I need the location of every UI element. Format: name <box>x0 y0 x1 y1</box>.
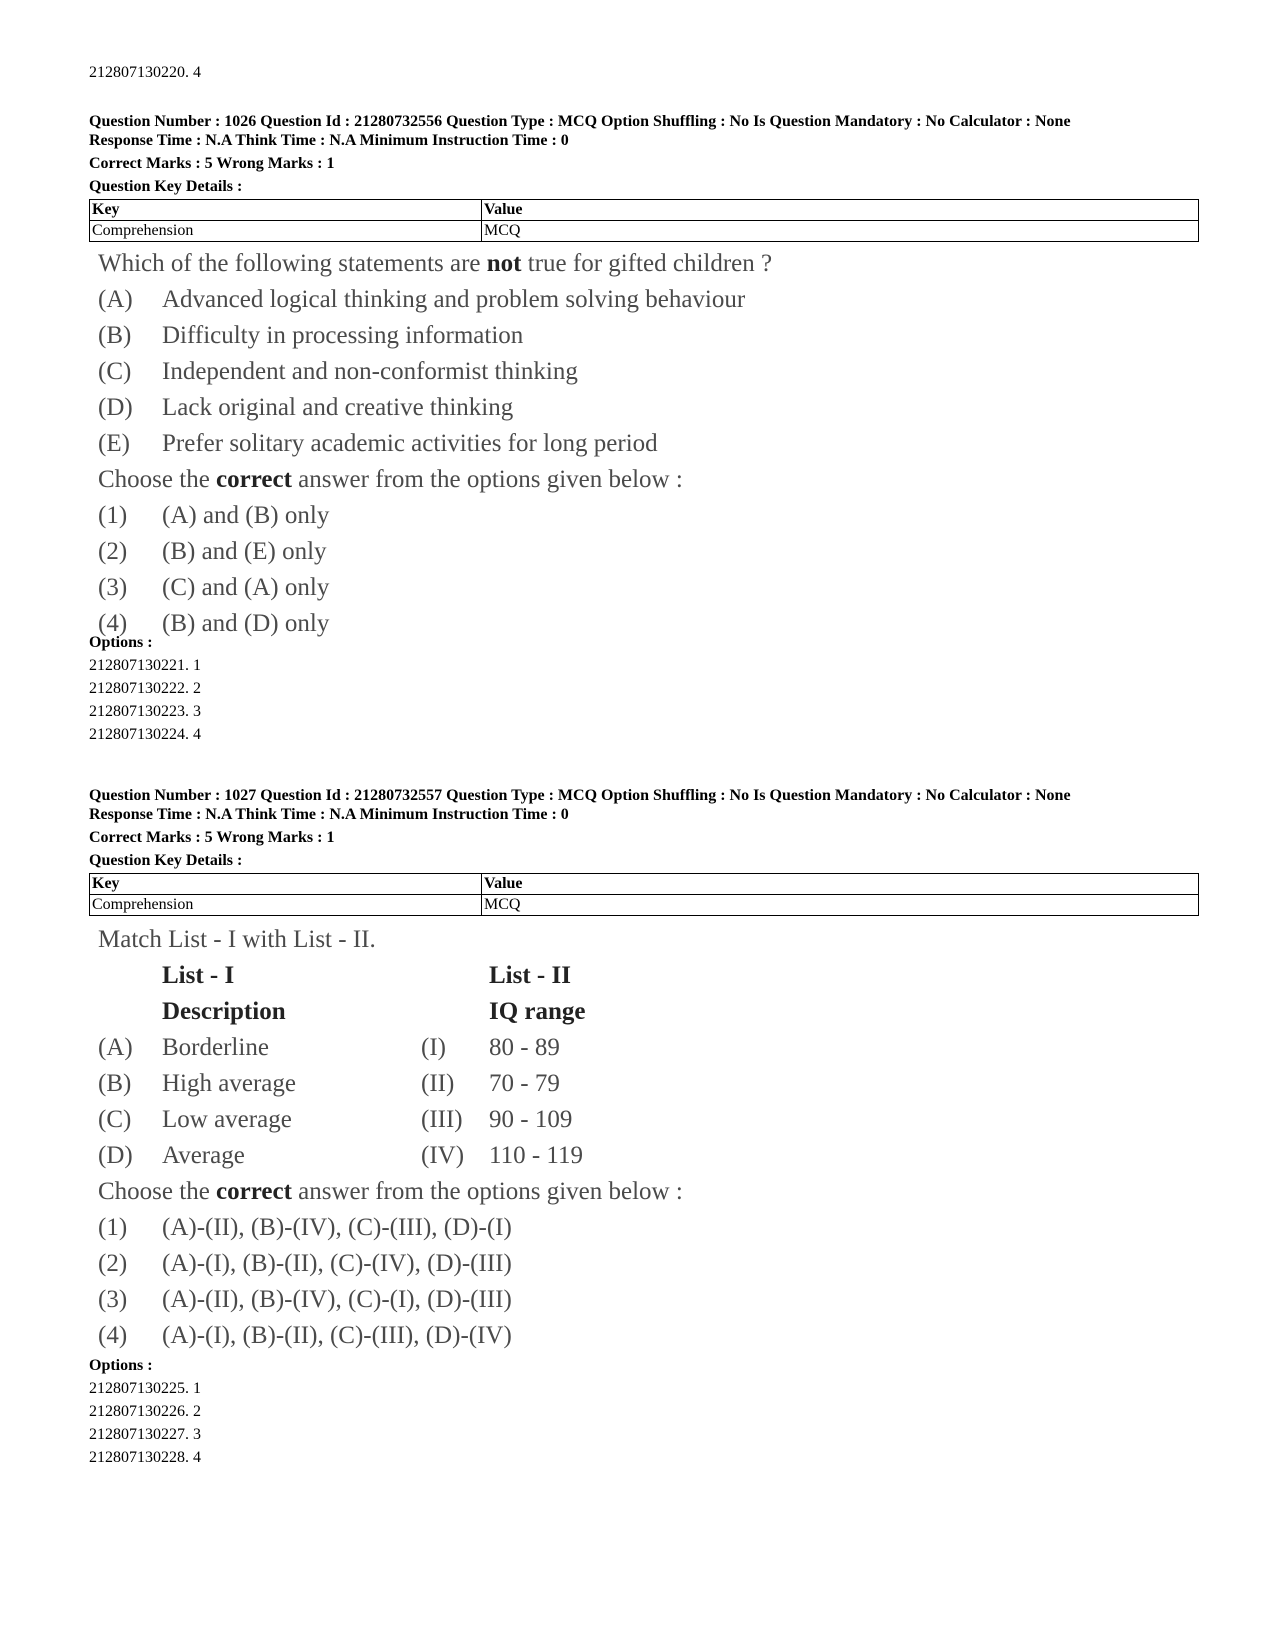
choose-instruction: Choose the correct answer from the options given below : <box>98 1178 683 1205</box>
question-meta-line1: Question Number : 1027 Question Id : 21280732557 Question Type : MCQ Option Shuffling : No Is Question Mandatory : No Calculator : None <box>89 787 1071 804</box>
table-row <box>90 895 1199 916</box>
options-label: Options : <box>89 634 153 651</box>
match-row-a: (A) Borderline (I) 80 - 89 <box>98 1034 560 1061</box>
table-header-value: Value <box>482 200 1199 221</box>
list2-title: List - II <box>489 962 571 989</box>
question-meta-line1: Question Number : 1026 Question Id : 21280732556 Question Type : MCQ Option Shuffling : No Is Question Mandatory : No Calculator : None <box>89 113 1071 130</box>
question-body <box>89 922 1199 1354</box>
match-row-b: (B) High average (II) 70 - 79 <box>98 1070 560 1097</box>
question-key-details-label: Question Key Details : <box>89 852 243 869</box>
table-cell-value: MCQ <box>482 221 1199 242</box>
option-id-2: 212807130222. 2 <box>89 680 201 697</box>
table-cell-key: Comprehension <box>90 221 482 242</box>
question-key-table <box>89 873 1199 916</box>
question-1026 <box>89 112 1199 746</box>
question-marks: Correct Marks : 5 Wrong Marks : 1 <box>89 155 335 172</box>
table-header-value: Value <box>482 874 1199 895</box>
table-header-key: Key <box>90 200 482 221</box>
answer-choice-4: (4) (A)-(I), (B)-(II), (C)-(III), (D)-(IV) <box>98 1322 512 1349</box>
option-id-4: 212807130224. 4 <box>89 726 201 743</box>
choose-instruction: Choose the correct answer from the options given below : <box>98 466 683 493</box>
answer-choice-3: (3) (C) and (A) only <box>98 574 330 601</box>
match-row-d: (D) Average (IV) 110 - 119 <box>98 1142 583 1169</box>
question-key-table <box>89 199 1199 242</box>
question-stem: Match List - I with List - II. <box>98 926 376 953</box>
statement-c: (C) Independent and non-conformist thinking <box>98 358 578 385</box>
option-id-4: 212807130228. 4 <box>89 1449 201 1466</box>
answer-choice-1: (1) (A) and (B) only <box>98 502 330 529</box>
option-id-3: 212807130223. 3 <box>89 703 201 720</box>
answer-choice-4: (4) (B) and (D) only <box>98 610 330 637</box>
options-block <box>89 1354 1199 1469</box>
table-row <box>90 221 1199 242</box>
list1-title: List - I <box>162 962 235 989</box>
question-meta-line2: Response Time : N.A Think Time : N.A Minimum Instruction Time : 0 <box>89 132 569 149</box>
match-row-c: (C) Low average (III) 90 - 109 <box>98 1106 573 1133</box>
question-meta-line2: Response Time : N.A Think Time : N.A Minimum Instruction Time : 0 <box>89 806 569 823</box>
option-id-1: 212807130221. 1 <box>89 657 201 674</box>
table-cell-key: Comprehension <box>90 895 482 916</box>
list-subtitles <box>89 994 1199 1030</box>
table-cell-value: MCQ <box>482 895 1199 916</box>
previous-option-id: 212807130220. 4 <box>89 64 201 81</box>
question-body <box>89 246 1199 637</box>
question-key-details-label: Question Key Details : <box>89 178 243 195</box>
answer-choice-2: (2) (A)-(I), (B)-(II), (C)-(IV), (D)-(III) <box>98 1250 512 1277</box>
option-id-2: 212807130226. 2 <box>89 1403 201 1420</box>
statement-a: (A) Advanced logical thinking and problem solving behaviour <box>98 286 746 313</box>
list-titles <box>89 958 1199 994</box>
option-id-3: 212807130227. 3 <box>89 1426 201 1443</box>
answer-choice-1: (1) (A)-(II), (B)-(IV), (C)-(III), (D)-(I) <box>98 1214 512 1241</box>
question-1027 <box>89 786 1199 1469</box>
answer-choice-3: (3) (A)-(II), (B)-(IV), (C)-(I), (D)-(III) <box>98 1286 512 1313</box>
table-header-key: Key <box>90 874 482 895</box>
table-header-row <box>90 200 1199 221</box>
question-marks: Correct Marks : 5 Wrong Marks : 1 <box>89 829 335 846</box>
options-block <box>89 631 1199 746</box>
answer-choice-2: (2) (B) and (E) only <box>98 538 327 565</box>
question-stem: Which of the following statements are not true for gifted children ? <box>98 250 773 277</box>
list2-subtitle: IQ range <box>489 998 586 1025</box>
statement-e: (E) Prefer solitary academic activities for long period <box>98 430 658 457</box>
statement-d: (D) Lack original and creative thinking <box>98 394 514 421</box>
options-label: Options : <box>89 1357 153 1374</box>
option-id-1: 212807130225. 1 <box>89 1380 201 1397</box>
list1-subtitle: Description <box>162 998 286 1025</box>
statement-b: (B) Difficulty in processing information <box>98 322 524 349</box>
table-header-row <box>90 874 1199 895</box>
